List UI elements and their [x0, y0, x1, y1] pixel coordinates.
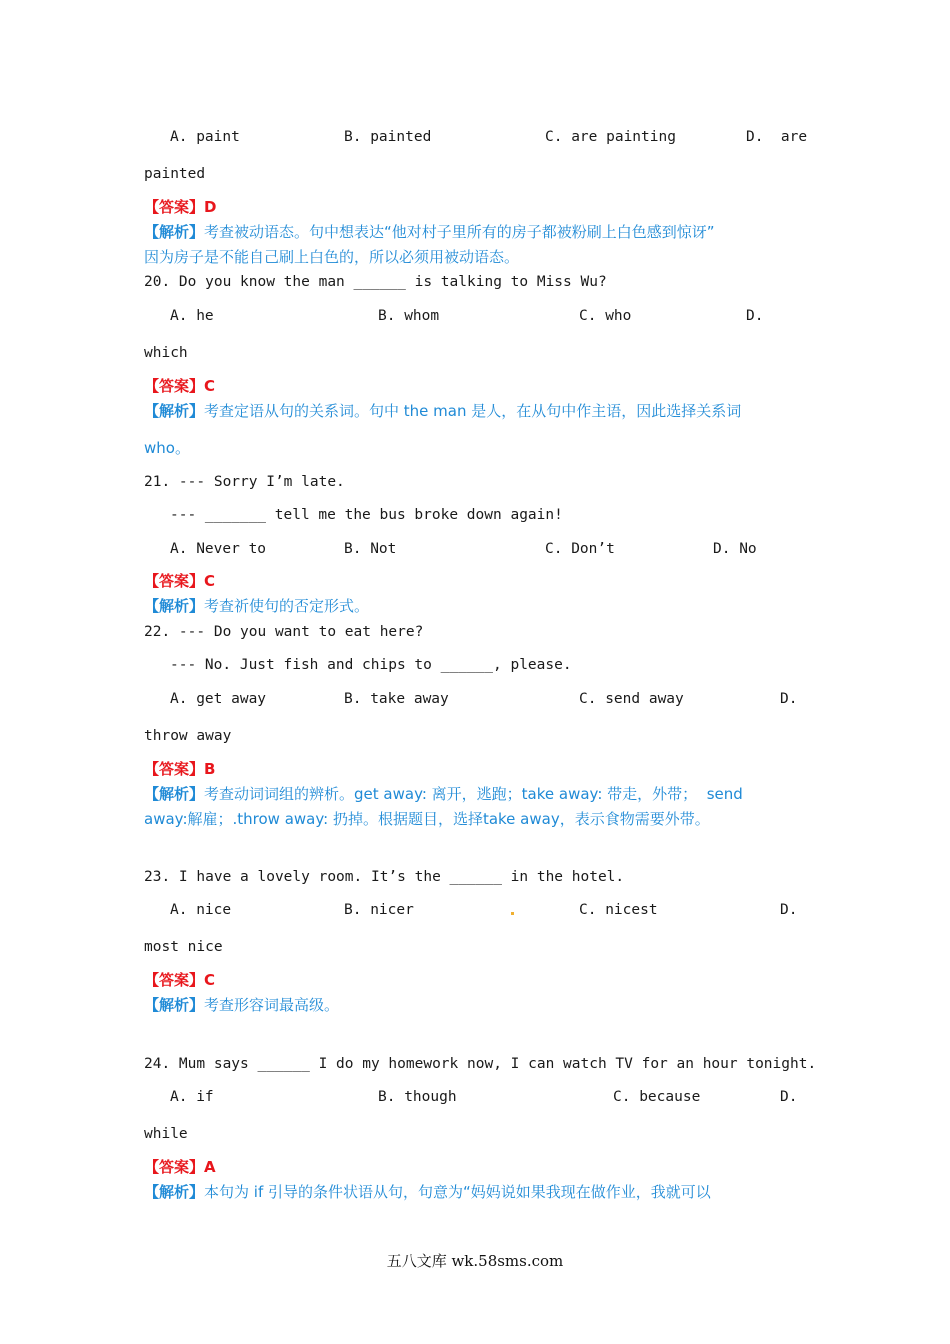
- q19-option-d-continued: painted: [144, 166, 206, 182]
- q23-option-d-continued: most nice: [144, 939, 223, 955]
- q20-explanation-line2: who。: [144, 439, 190, 457]
- q22-explanation-line1: [144, 785, 743, 803]
- q22-option-b: B. take away: [344, 691, 449, 707]
- q22-option-a: A. get away: [170, 691, 267, 707]
- q20-option-a: A. he: [170, 308, 214, 324]
- q23-answer: 【答案】C: [144, 971, 216, 989]
- q19-option-a: A. paint: [170, 129, 240, 145]
- q24-question: 24. Mum says ______ I do my homework now, I can watch TV for an hour tonight.: [144, 1056, 817, 1072]
- q23-explanation-text: 考查形容词最高级。: [204, 996, 340, 1014]
- q23-option-d: D.: [780, 902, 798, 918]
- q24-option-d-continued: while: [144, 1126, 188, 1142]
- q24-answer: 【答案】A: [144, 1158, 216, 1176]
- q20-explanation-line1: [144, 402, 741, 420]
- q23-option-b: B. nicer: [344, 902, 414, 918]
- q19-explanation-text: 考查被动语态。句中想表达“他对村子里所有的房子都被粉刷上白色感到惊讶”: [204, 223, 715, 241]
- q19-option-c: C. are painting: [545, 129, 676, 145]
- q22-option-d: D.: [780, 691, 798, 707]
- q20-option-b: B. whom: [378, 308, 440, 324]
- q21-explanation-line1: [144, 597, 369, 615]
- q20-question: 20. Do you know the man ______ is talking to Miss Wu?: [144, 274, 607, 290]
- q21-option-a: A. Never to: [170, 541, 267, 557]
- q22-question-reply: --- No. Just fish and chips to ______, please.: [170, 657, 572, 673]
- q24-option-a: A. if: [170, 1089, 214, 1105]
- q21-option-c: C. Don’t: [545, 541, 615, 557]
- q19-answer: 【答案】D: [144, 198, 217, 216]
- q22-explanation-text: 考查动词词组的辨析。get away: 离开，逃跑；take away: 带走，外带； send: [204, 785, 743, 803]
- q21-option-b: B. Not: [344, 541, 397, 557]
- q24-option-b: B. though: [378, 1089, 457, 1105]
- stray-dot-mark: [511, 912, 514, 915]
- q22-option-d-continued: throw away: [144, 728, 232, 744]
- q19-option-b: B. painted: [344, 129, 432, 145]
- q24-option-d: D.: [780, 1089, 798, 1105]
- q21-answer: 【答案】C: [144, 572, 216, 590]
- q24-explanation-text: 本句为 if 引导的条件状语从句，句意为“妈妈说如果我现在做作业，我就可以: [204, 1183, 711, 1201]
- q24-option-c: C. because: [613, 1089, 701, 1105]
- q20-explanation-text: 考查定语从句的关系词。句中 the man 是人，在从句中作主语，因此选择关系词: [204, 402, 742, 420]
- q21-explanation-tag: 【解析】: [144, 597, 205, 615]
- q20-option-d-continued: which: [144, 345, 188, 361]
- q19-option-d: D. are: [746, 129, 808, 145]
- q20-explanation-tag: 【解析】: [144, 402, 205, 420]
- q20-answer: 【答案】C: [144, 377, 216, 395]
- q22-option-c: C. send away: [579, 691, 684, 707]
- q20-option-d: D.: [746, 308, 764, 324]
- q23-explanation-line1: [144, 996, 339, 1014]
- q20-option-c: C. who: [579, 308, 632, 324]
- q21-question: 21. --- Sorry I’m late.: [144, 474, 345, 490]
- q24-explanation-line1: [144, 1183, 711, 1201]
- q22-question: 22. --- Do you want to eat here?: [144, 624, 424, 640]
- q23-explanation-tag: 【解析】: [144, 996, 205, 1014]
- q22-explanation-line2: away:解雇；.throw away: 扔掉。根据题目，选择take away，表示食物需要外带。: [144, 810, 710, 828]
- q24-explanation-tag: 【解析】: [144, 1183, 205, 1201]
- q23-question: 23. I have a lovely room. It’s the ______ in the hotel.: [144, 869, 625, 885]
- q22-answer: 【答案】B: [144, 760, 216, 778]
- q19-explanation-line2: 因为房子是不能自己刷上白色的，所以必须用被动语态。: [144, 248, 520, 266]
- q21-option-d: D. No: [713, 541, 757, 557]
- q21-explanation-text: 考查祈使句的否定形式。: [204, 597, 370, 615]
- q19-explanation-tag: 【解析】: [144, 223, 205, 241]
- q22-explanation-tag: 【解析】: [144, 785, 205, 803]
- page-footer: 五八文库 wk.58sms.com: [386, 1252, 564, 1270]
- q23-option-c: C. nicest: [579, 902, 658, 918]
- q19-explanation-line1: [144, 223, 715, 241]
- q21-question-reply: --- _______ tell me the bus broke down again!: [170, 507, 563, 523]
- q23-option-a: A. nice: [170, 902, 232, 918]
